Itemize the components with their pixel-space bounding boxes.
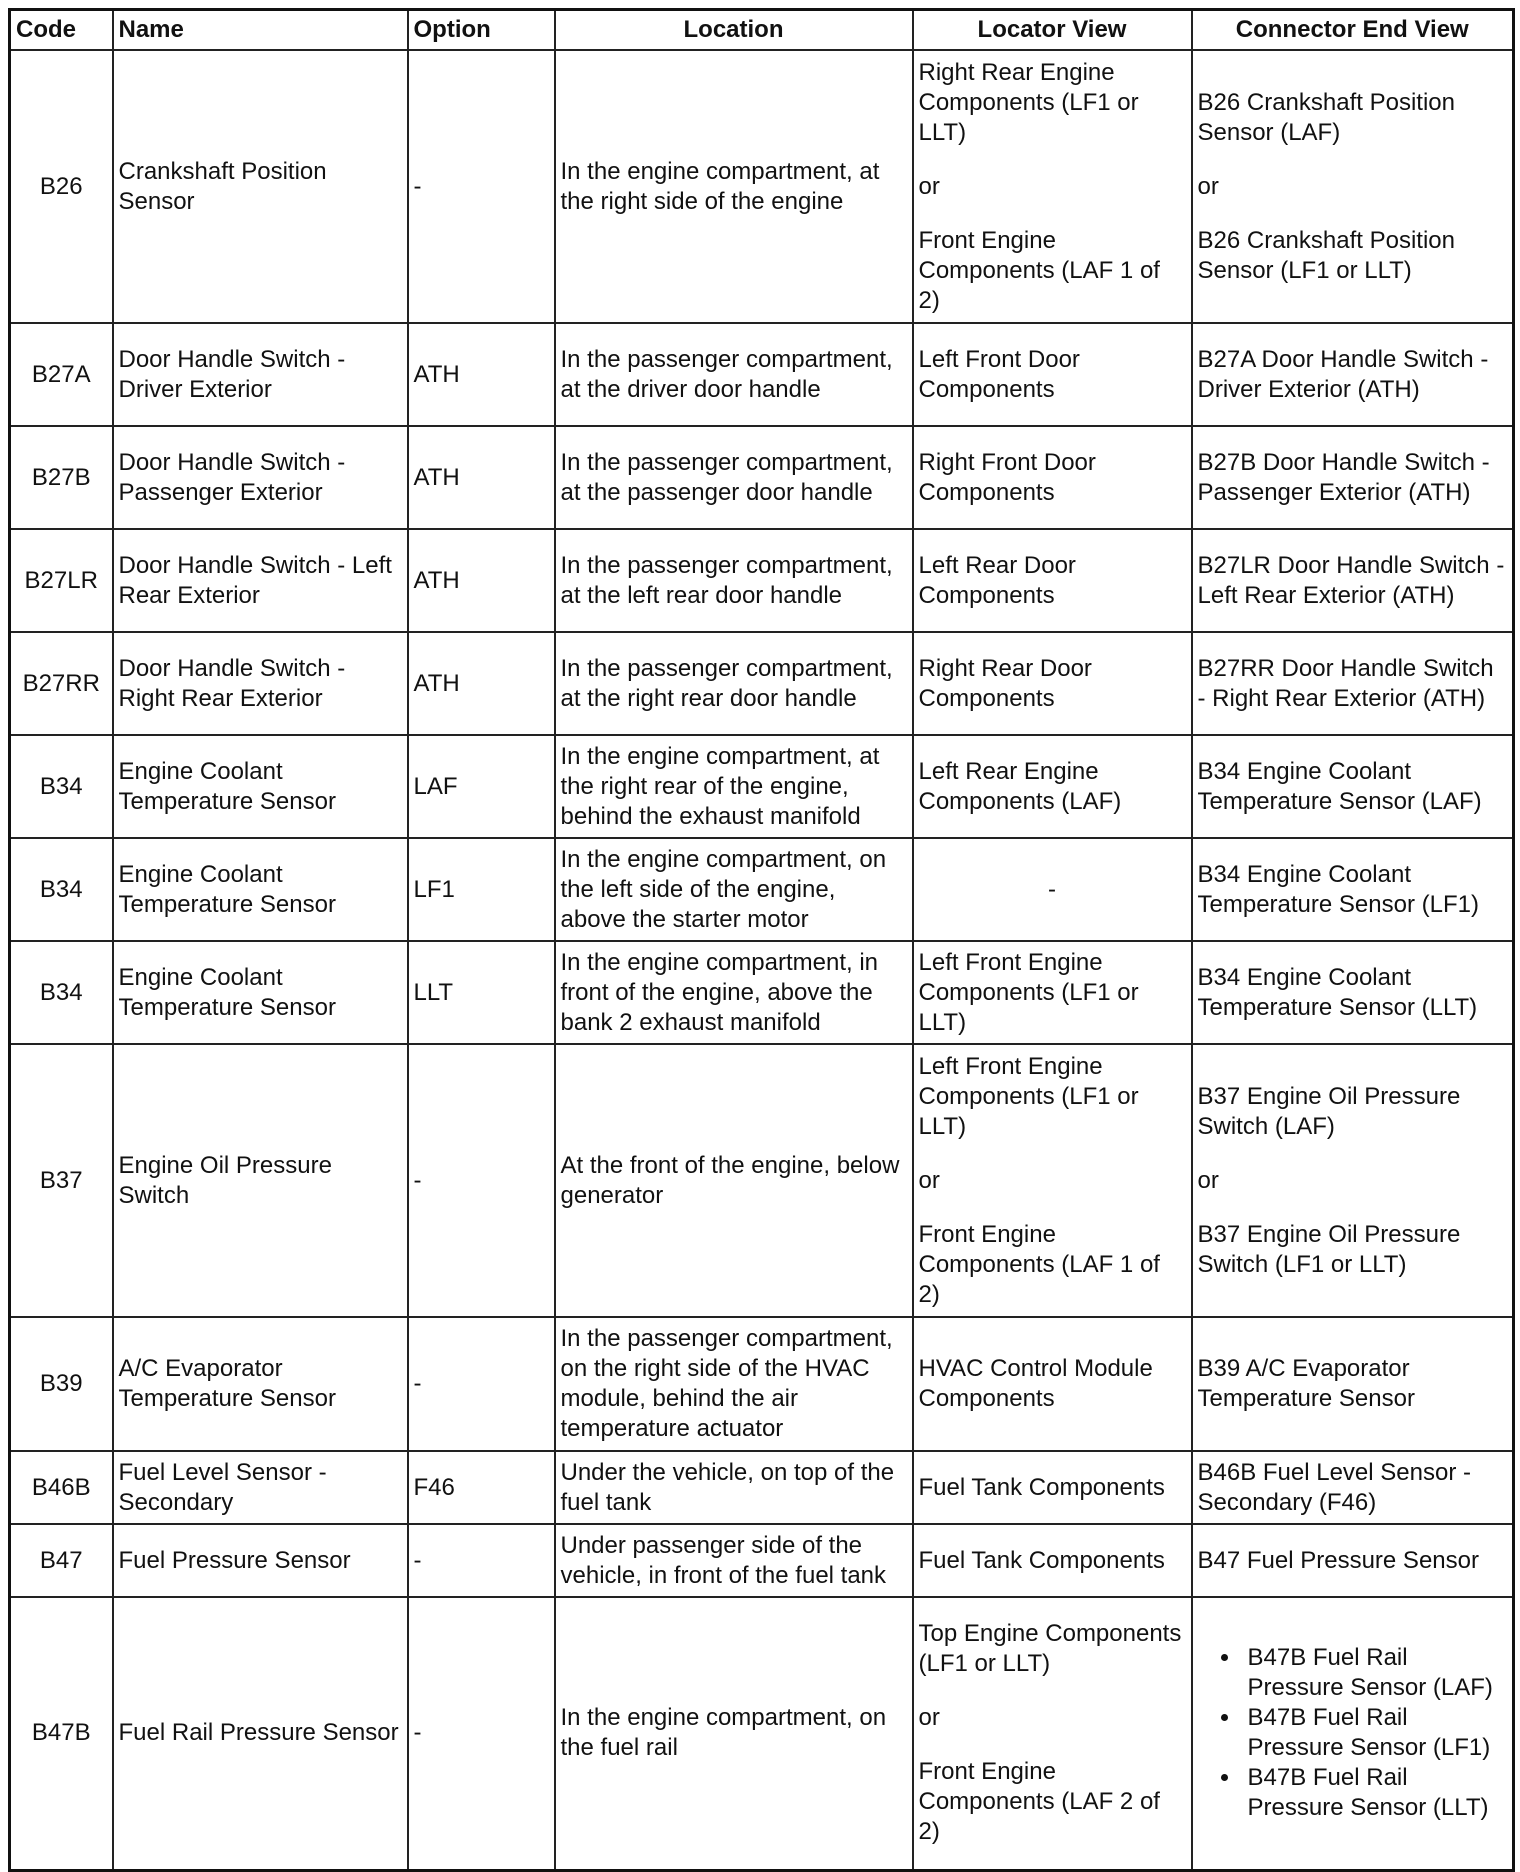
table-row	[10, 1451, 1514, 1524]
location-cell: In the passenger compartment, at the left rear door handle	[555, 529, 913, 632]
location-cell: In the engine compartment, at the right side of the engine	[555, 50, 913, 323]
location-cell: In the engine compartment, on the fuel rail	[555, 1597, 913, 1870]
connector-cell: B47 Fuel Pressure Sensor	[1192, 1524, 1514, 1597]
table-row	[10, 1044, 1514, 1317]
table-row	[10, 529, 1514, 632]
locator-line: Front Engine Components (LAF 1 of 2)	[918, 226, 1160, 314]
code-cell: B34	[10, 735, 113, 838]
connector-line: B26 Crankshaft Position Sensor (LAF)	[1197, 88, 1455, 146]
component-locator-page	[8, 8, 1512, 1872]
locator-line: Front Engine Components (LAF 2 of 2)	[918, 1758, 1160, 1846]
connector-line: B37 Engine Oil Pressure Switch (LF1 or LLT)	[1197, 1220, 1461, 1278]
connector-cell	[1192, 1044, 1514, 1317]
locator-line: Front Engine Components (LAF 1 of 2)	[918, 1220, 1160, 1308]
location-cell: In the passenger compartment, on the right side of the HVAC module, behind the air temperature actuator	[555, 1317, 913, 1451]
locator-cell: Left Front Door Components	[913, 323, 1192, 426]
code-cell: B46B	[10, 1451, 113, 1524]
component-locator-table	[8, 8, 1515, 1872]
table-row	[10, 1597, 1514, 1870]
locator-or: or	[918, 1704, 940, 1732]
locator-line: Right Rear Engine Components (LF1 or LLT)	[918, 58, 1139, 146]
connector-bullet-item: • B47B Fuel Rail Pressure Sensor (LLT)	[1242, 1763, 1508, 1823]
connector-cell: B27A Door Handle Switch - Driver Exterior (ATH)	[1192, 323, 1514, 426]
code-cell: B47	[10, 1524, 113, 1597]
locator-cell: Fuel Tank Components	[913, 1451, 1192, 1524]
connector-cell: B27LR Door Handle Switch - Left Rear Exterior (ATH)	[1192, 529, 1514, 632]
name-cell: Door Handle Switch - Right Rear Exterior	[113, 632, 408, 735]
connector-line: B26 Crankshaft Position Sensor (LF1 or LLT)	[1197, 226, 1455, 284]
header-option: Option	[408, 10, 555, 51]
location-cell: Under the vehicle, on top of the fuel tank	[555, 1451, 913, 1524]
name-cell: Engine Coolant Temperature Sensor	[113, 838, 408, 941]
header-name: Name	[113, 10, 408, 51]
location-cell: In the passenger compartment, at the passenger door handle	[555, 426, 913, 529]
name-cell: A/C Evaporator Temperature Sensor	[113, 1317, 408, 1451]
connector-line: B37 Engine Oil Pressure Switch (LAF)	[1197, 1082, 1461, 1140]
locator-cell	[913, 1044, 1192, 1317]
option-cell: -	[408, 1597, 555, 1870]
option-cell: -	[408, 1524, 555, 1597]
option-cell: -	[408, 50, 555, 323]
locator-cell	[913, 50, 1192, 323]
table-row	[10, 735, 1514, 838]
option-cell: -	[408, 1044, 555, 1317]
connector-cell: B27RR Door Handle Switch - Right Rear Exterior (ATH)	[1192, 632, 1514, 735]
location-cell: Under passenger side of the vehicle, in front of the fuel tank	[555, 1524, 913, 1597]
header-connector-end-view: Connector End View	[1192, 10, 1514, 51]
code-cell: B27RR	[10, 632, 113, 735]
connector-cell: B34 Engine Coolant Temperature Sensor (LF1)	[1192, 838, 1514, 941]
locator-cell: HVAC Control Module Components	[913, 1317, 1192, 1451]
connector-or: or	[1197, 172, 1219, 200]
code-cell: B27B	[10, 426, 113, 529]
header-location: Location	[555, 10, 913, 51]
table-row	[10, 323, 1514, 426]
name-cell: Door Handle Switch - Passenger Exterior	[113, 426, 408, 529]
name-cell: Door Handle Switch - Left Rear Exterior	[113, 529, 408, 632]
option-cell: F46	[408, 1451, 555, 1524]
locator-cell: -	[913, 838, 1192, 941]
name-cell: Fuel Rail Pressure Sensor	[113, 1597, 408, 1870]
location-cell: In the passenger compartment, at the driver door handle	[555, 323, 913, 426]
connector-cell: B34 Engine Coolant Temperature Sensor (LLT)	[1192, 941, 1514, 1044]
connector-or: or	[1197, 1166, 1219, 1194]
name-cell: Engine Coolant Temperature Sensor	[113, 941, 408, 1044]
name-cell: Engine Oil Pressure Switch	[113, 1044, 408, 1317]
connector-cell: B34 Engine Coolant Temperature Sensor (LAF)	[1192, 735, 1514, 838]
option-cell: ATH	[408, 529, 555, 632]
code-cell: B39	[10, 1317, 113, 1451]
locator-cell: Right Rear Door Components	[913, 632, 1192, 735]
locator-line: Left Front Engine Components (LF1 or LLT)	[918, 1052, 1139, 1140]
connector-bullet-item: • B47B Fuel Rail Pressure Sensor (LF1)	[1242, 1703, 1508, 1763]
name-cell: Fuel Level Sensor - Secondary	[113, 1451, 408, 1524]
option-cell: LLT	[408, 941, 555, 1044]
option-cell: LF1	[408, 838, 555, 941]
locator-cell: Left Rear Engine Components (LAF)	[913, 735, 1192, 838]
connector-bullet-list	[1198, 1643, 1508, 1823]
locator-cell: Left Rear Door Components	[913, 529, 1192, 632]
connector-cell: B27B Door Handle Switch - Passenger Exterior (ATH)	[1192, 426, 1514, 529]
option-cell: ATH	[408, 632, 555, 735]
location-cell: In the passenger compartment, at the right rear door handle	[555, 632, 913, 735]
code-cell: B37	[10, 1044, 113, 1317]
name-cell: Fuel Pressure Sensor	[113, 1524, 408, 1597]
code-cell: B34	[10, 941, 113, 1044]
location-cell: In the engine compartment, at the right rear of the engine, behind the exhaust manifold	[555, 735, 913, 838]
table-row	[10, 941, 1514, 1044]
option-cell: ATH	[408, 426, 555, 529]
name-cell: Crankshaft Position Sensor	[113, 50, 408, 323]
connector-bullet-item: • B47B Fuel Rail Pressure Sensor (LAF)	[1242, 1643, 1508, 1703]
option-cell: -	[408, 1317, 555, 1451]
locator-cell	[913, 1597, 1192, 1870]
option-cell: LAF	[408, 735, 555, 838]
code-cell: B27LR	[10, 529, 113, 632]
header-row	[10, 10, 1514, 51]
code-cell: B26	[10, 50, 113, 323]
code-cell: B34	[10, 838, 113, 941]
locator-cell: Left Front Engine Components (LF1 or LLT)	[913, 941, 1192, 1044]
code-cell: B27A	[10, 323, 113, 426]
name-cell: Door Handle Switch - Driver Exterior	[113, 323, 408, 426]
option-cell: ATH	[408, 323, 555, 426]
location-cell: At the front of the engine, below generator	[555, 1044, 913, 1317]
locator-cell: Fuel Tank Components	[913, 1524, 1192, 1597]
location-cell: In the engine compartment, in front of the engine, above the bank 2 exhaust manifold	[555, 941, 913, 1044]
table-row	[10, 632, 1514, 735]
table-row	[10, 50, 1514, 323]
table-row	[10, 426, 1514, 529]
table-row	[10, 838, 1514, 941]
table-row	[10, 1524, 1514, 1597]
code-cell: B47B	[10, 1597, 113, 1870]
table-row	[10, 1317, 1514, 1451]
locator-cell: Right Front Door Components	[913, 426, 1192, 529]
locator-or: or	[918, 172, 940, 200]
connector-cell	[1192, 50, 1514, 323]
location-cell: In the engine compartment, on the left side of the engine, above the starter motor	[555, 838, 913, 941]
header-locator-view: Locator View	[913, 10, 1192, 51]
locator-or: or	[918, 1166, 940, 1194]
header-code: Code	[10, 10, 113, 51]
connector-cell: B46B Fuel Level Sensor - Secondary (F46)	[1192, 1451, 1514, 1524]
locator-line: Top Engine Components (LF1 or LLT)	[918, 1620, 1182, 1678]
connector-cell: B39 A/C Evaporator Temperature Sensor	[1192, 1317, 1514, 1451]
connector-cell	[1192, 1597, 1514, 1870]
name-cell: Engine Coolant Temperature Sensor	[113, 735, 408, 838]
